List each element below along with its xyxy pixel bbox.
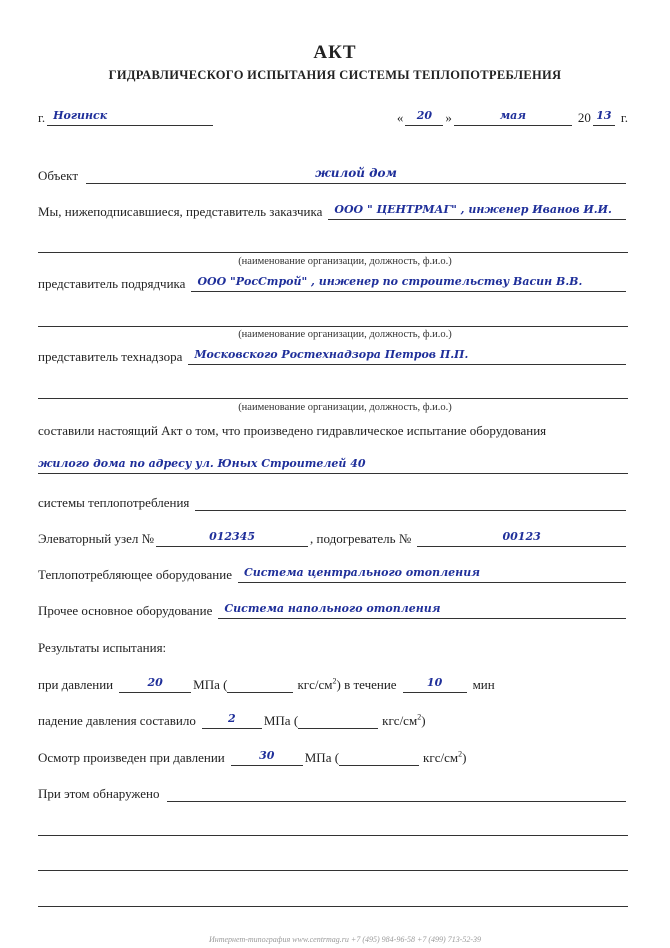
minutes-unit: мин bbox=[472, 677, 495, 692]
heat-equipment-label: Теплопотребляющее оборудование bbox=[38, 567, 232, 582]
equipment-address-field[interactable] bbox=[38, 457, 628, 474]
found-row bbox=[38, 784, 628, 802]
document-title: АКТ bbox=[313, 42, 357, 63]
pressure-field[interactable] bbox=[119, 676, 191, 693]
pressure-row bbox=[38, 675, 628, 693]
supervision-row bbox=[38, 347, 628, 365]
elevator-field[interactable] bbox=[156, 530, 308, 547]
day-value: 20 bbox=[416, 109, 433, 122]
inspection-value: 30 bbox=[259, 749, 275, 762]
city-value: Ногинск bbox=[53, 109, 108, 122]
customer-field[interactable] bbox=[328, 203, 626, 220]
pressure-during: ) в течение bbox=[336, 677, 397, 692]
pressure-kgf: кгс/см bbox=[297, 677, 333, 692]
customer-label: Мы, нижеподписавшиеся, представитель заказчика bbox=[38, 204, 323, 219]
supervision-extra-line[interactable] bbox=[38, 398, 628, 399]
customer-extra-line[interactable] bbox=[38, 252, 628, 253]
drop-field[interactable] bbox=[202, 712, 262, 729]
object-label: Объект bbox=[38, 168, 78, 183]
object-row bbox=[38, 166, 628, 184]
drop-kgf-field[interactable] bbox=[298, 712, 378, 729]
object-value: жилой дом bbox=[315, 166, 397, 180]
drop-prefix: падение давления составило bbox=[38, 713, 196, 728]
contractor-value: ООО "РосСтрой" , инженер по строительству Васин В.В. bbox=[197, 275, 583, 288]
document-subtitle: ГИДРАВЛИЧЕСКОГО ИСПЫТАНИЯ СИСТЕМЫ ТЕПЛОПОТРЕБЛЕНИЯ bbox=[108, 68, 562, 82]
heat-equipment-field[interactable] bbox=[238, 566, 626, 583]
equipment-address-row bbox=[38, 456, 628, 474]
day-quote-close: » bbox=[445, 110, 452, 125]
found-field[interactable] bbox=[167, 785, 626, 802]
other-equipment-row bbox=[38, 601, 628, 619]
found-line-3[interactable] bbox=[38, 870, 628, 871]
system-row bbox=[38, 493, 628, 511]
results-row bbox=[38, 638, 628, 656]
print-shop-footer: Интернет-типография www.centrmag.ru +7 (495) 984-96-58 +7 (499) 713-52-39 bbox=[208, 935, 482, 944]
supervision-label: представитель технадзора bbox=[38, 349, 183, 364]
heater-field[interactable] bbox=[417, 530, 626, 547]
month-value: мая bbox=[499, 109, 527, 122]
pressure-kgf-field[interactable] bbox=[227, 676, 293, 693]
inspection-row bbox=[38, 748, 628, 766]
supervision-field[interactable] bbox=[188, 348, 626, 365]
customer-caption: (наименование организации, должность, ф.и.о.) bbox=[238, 256, 452, 267]
statement-row bbox=[38, 421, 628, 439]
city-prefix: г. bbox=[38, 110, 46, 125]
year-value: 13 bbox=[596, 109, 612, 122]
day-quote-open: « bbox=[396, 110, 404, 125]
heat-equipment-value: Система центрального отопления bbox=[243, 566, 480, 579]
elevator-row bbox=[38, 529, 628, 547]
customer-value: ООО " ЦЕНТРМАГ" , инженер Иванов И.И. bbox=[334, 203, 612, 216]
drop-value: 2 bbox=[228, 712, 236, 725]
drop-kgf-sup: 2 bbox=[417, 712, 422, 722]
results-label: Результаты испытания: bbox=[38, 640, 167, 655]
inspection-kgf: кгс/см bbox=[423, 750, 459, 765]
city-field[interactable] bbox=[47, 109, 213, 126]
contractor-row bbox=[38, 274, 628, 292]
year-unit: г. bbox=[620, 110, 628, 125]
other-equipment-label: Прочее основное оборудование bbox=[38, 603, 213, 618]
found-label: При этом обнаружено bbox=[38, 786, 160, 801]
elevator-value: 012345 bbox=[209, 530, 255, 543]
drop-mpa: МПа ( bbox=[263, 713, 299, 728]
pressure-value: 20 bbox=[147, 676, 163, 689]
inspection-mpa: МПа ( bbox=[304, 750, 340, 765]
day-field[interactable] bbox=[405, 109, 443, 126]
minutes-value: 10 bbox=[426, 676, 443, 689]
year-field[interactable] bbox=[593, 109, 615, 126]
inspection-close: ) bbox=[462, 750, 467, 765]
pressure-kgf-sup: 2 bbox=[332, 676, 337, 686]
object-field[interactable] bbox=[86, 167, 626, 184]
statement-text: составили настоящий Акт о том, что произведено гидравлическое испытание оборудования bbox=[38, 423, 547, 438]
year-prefix: 20 bbox=[577, 110, 591, 125]
other-equipment-value: Система напольного отопления bbox=[224, 602, 441, 615]
inspection-kgf-sup: 2 bbox=[458, 749, 463, 759]
inspection-prefix: Осмотр произведен при давлении bbox=[38, 750, 225, 765]
found-line-2[interactable] bbox=[38, 835, 628, 836]
month-field[interactable] bbox=[454, 109, 572, 126]
customer-row bbox=[38, 202, 628, 220]
system-label: системы теплопотребления bbox=[38, 495, 190, 510]
inspection-kgf-field[interactable] bbox=[339, 749, 419, 766]
date-line bbox=[38, 108, 628, 126]
inspection-field[interactable] bbox=[231, 749, 303, 766]
pressure-prefix: при давлении bbox=[38, 677, 114, 692]
equipment-address-value: жилого дома по адресу ул. Юных Строителей 40 bbox=[38, 457, 366, 470]
contractor-extra-line[interactable] bbox=[38, 326, 628, 327]
pressure-mpa: МПа ( bbox=[193, 677, 228, 692]
drop-close: ) bbox=[421, 713, 426, 728]
other-equipment-field[interactable] bbox=[218, 602, 626, 619]
drop-row bbox=[38, 711, 628, 729]
heat-equipment-row bbox=[38, 565, 628, 583]
contractor-field[interactable] bbox=[191, 275, 626, 292]
drop-kgf: кгс/см bbox=[382, 713, 418, 728]
contractor-label: представитель подрядчика bbox=[38, 276, 186, 291]
found-line-4[interactable] bbox=[38, 906, 628, 907]
minutes-field[interactable] bbox=[403, 676, 467, 693]
supervision-value: Московского Ростехнадзора Петров П.П. bbox=[194, 348, 469, 361]
heater-label: , подогреватель № bbox=[310, 531, 412, 546]
system-field[interactable] bbox=[195, 494, 626, 511]
heater-value: 00123 bbox=[502, 530, 541, 543]
elevator-label: Элеваторный узел № bbox=[38, 531, 155, 546]
supervision-caption: (наименование организации, должность, ф.и.о.) bbox=[238, 402, 452, 413]
contractor-caption: (наименование организации, должность, ф.и.о.) bbox=[238, 329, 452, 340]
